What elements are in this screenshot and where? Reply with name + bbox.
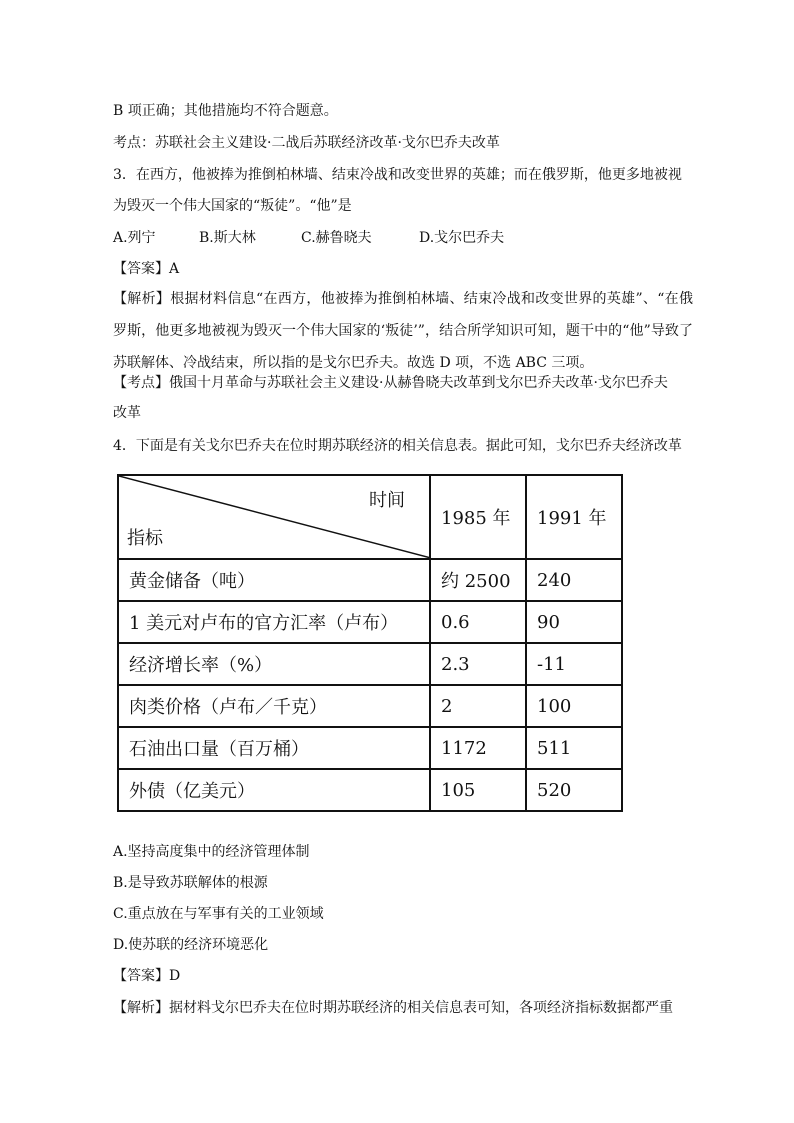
option-b: B.斯大林 xyxy=(199,230,256,246)
row-label: 肉类价格（卢布／千克） xyxy=(118,685,430,727)
header-1985: 1985 年 xyxy=(430,475,526,559)
header-indicator: 指标 xyxy=(127,528,163,549)
option-c: C.赫鲁晓夫 xyxy=(301,230,372,246)
exam-point: 考点：苏联社会主义建设·二战后苏联经济改革·戈尔巴乔夫改革 xyxy=(113,135,500,151)
value-1991: 520 xyxy=(526,769,622,811)
value-1985: 2.3 xyxy=(430,643,526,685)
value-1985: 0.6 xyxy=(430,601,526,643)
table-row xyxy=(118,559,622,601)
paragraph-line: B 项正确；其他措施均不符合题意。 xyxy=(113,103,338,119)
question-4-option-c: C.重点放在与军事有关的工业领域 xyxy=(113,906,324,922)
question-3-point-line1: 【考点】俄国十月革命与苏联社会主义建设·从赫鲁晓夫改革到戈尔巴乔夫改革·戈尔巴乔夫 xyxy=(113,375,668,391)
question-3-answer: 【答案】A xyxy=(113,261,180,277)
table-row xyxy=(118,685,622,727)
row-label: 黄金储备（吨） xyxy=(118,559,430,601)
value-1991: 90 xyxy=(526,601,622,643)
header-1991: 1991 年 xyxy=(526,475,622,559)
value-1991: 240 xyxy=(526,559,622,601)
value-1991: 511 xyxy=(526,727,622,769)
row-label: 石油出口量（百万桶） xyxy=(118,727,430,769)
option-d: D.戈尔巴乔夫 xyxy=(419,230,505,246)
value-1991: 100 xyxy=(526,685,622,727)
value-1985: 105 xyxy=(430,769,526,811)
table-row xyxy=(118,643,622,685)
question-4-answer: 【答案】D xyxy=(113,968,181,984)
row-label: 1 美元对卢布的官方汇率（卢布） xyxy=(118,601,430,643)
question-4-option-d: D.使苏联的经济环境恶化 xyxy=(113,937,269,953)
value-1985: 约 2500 xyxy=(430,559,526,601)
value-1985: 2 xyxy=(430,685,526,727)
option-a: A.列宁 xyxy=(113,230,156,246)
value-1985: 1172 xyxy=(430,727,526,769)
table-header-row xyxy=(118,475,622,559)
question-4-analysis: 【解析】据材料戈尔巴乔夫在位时期苏联经济的相关信息表可知，各项经济指标数据都严重 xyxy=(113,1000,673,1016)
row-label: 外债（亿美元） xyxy=(118,769,430,811)
economic-info-table xyxy=(117,474,623,812)
question-3-analysis: 【解析】根据材料信息“在西方，他被捧为推倒柏林墙、结束冷战和改变世界的英雄”、“在俄罗斯，他更多地被视为毁灭一个伟大国家的‘叛徒’”，结合所学知识可知，题干中的“他”导致了苏联解体、冷战结束，所以指的是戈尔巴乔夫。故选 D 项，不选 ABC 三项。 xyxy=(113,291,693,371)
table-row xyxy=(118,769,622,811)
question-4-stem: 4．下面是有关戈尔巴乔夫在位时期苏联经济的相关信息表。据此可知，戈尔巴乔夫经济改革 xyxy=(113,438,682,454)
question-3-point-line2: 改革 xyxy=(113,405,141,421)
value-1991: -11 xyxy=(526,643,622,685)
row-label: 经济增长率（%） xyxy=(118,643,430,685)
question-3-stem-line1: 3．在西方，他被捧为推倒柏林墙、结束冷战和改变世界的英雄；而在俄罗斯，他更多地被视 xyxy=(113,167,682,183)
question-4-option-a: A.坚持高度集中的经济管理体制 xyxy=(113,844,310,860)
table-row xyxy=(118,727,622,769)
diagonal-header-cell xyxy=(118,475,430,559)
question-3-stem-line2: 为毁灭一个伟大国家的“叛徒”。“他”是 xyxy=(113,198,352,214)
table-row xyxy=(118,601,622,643)
question-3-options xyxy=(113,228,504,248)
header-time: 时间 xyxy=(369,490,405,511)
question-4-option-b: B.是导致苏联解体的根源 xyxy=(113,875,268,891)
